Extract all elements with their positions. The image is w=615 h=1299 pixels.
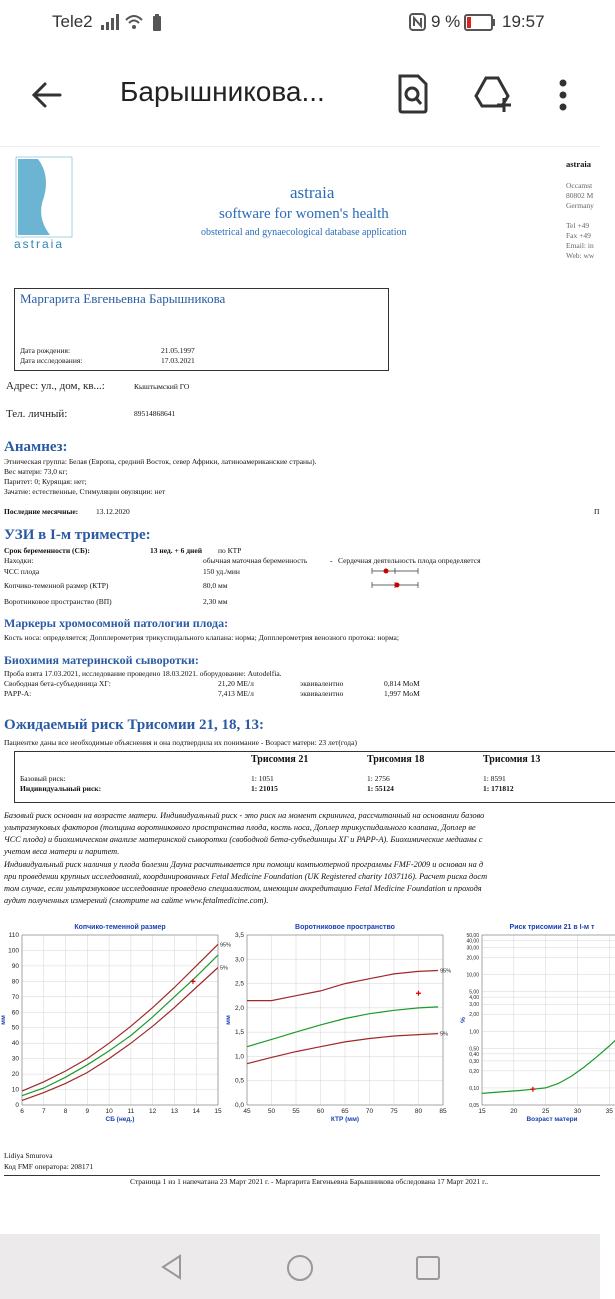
ga-method: по КТР: [218, 546, 242, 555]
dob-value: 21.05.1997: [161, 346, 195, 355]
clock: 19:57: [502, 12, 545, 31]
y-tick-label: 80: [11, 978, 19, 986]
y-tick-label: 2,00: [469, 1012, 479, 1019]
y-tick-label: 90: [11, 962, 19, 970]
pappa-equivalent: эквивалентно: [300, 689, 344, 698]
note-line-6: при проведении крупных исследований, координированных Fetal Medicine Foundation (UK Registered charity 1037116). Расчет риска дост: [4, 872, 488, 881]
anamnesis-line-3: Паритет: 0; Курящая: нет;: [4, 477, 87, 486]
fhr-label: ЧСС плода: [4, 567, 40, 576]
plot-frame: [22, 935, 218, 1105]
series-line-risk: [482, 1034, 615, 1094]
anamnesis-line-1: Этническая группа: Белая (Европа, средний Восток, север Африки, латиноамериканские страны).: [4, 457, 317, 466]
y-tick-label: 2,5: [234, 980, 244, 988]
company-name: astraia: [566, 159, 592, 169]
x-tick-label: 35: [605, 1108, 613, 1115]
plot-frame: [482, 935, 615, 1105]
p95-label: 95%: [220, 942, 232, 949]
add-to-drive-icon[interactable]: [474, 74, 514, 114]
patient-point: [416, 991, 421, 996]
y-tick-label: 0,40: [469, 1051, 479, 1058]
patient-point: [530, 1087, 535, 1092]
company-email: Email: in: [566, 241, 594, 250]
series-line-95pct: [22, 944, 218, 1091]
p5-label: 5%: [440, 1031, 449, 1038]
note-line-5: Индивидуальный риск наличия у плода болезни Дауна расчитывается при помощи компьютерной программы FMF-2009 и основан на д: [4, 860, 484, 869]
y-tick-label: 10: [11, 1086, 19, 1094]
y-tick-label: 0,20: [469, 1068, 479, 1075]
x-tick-label: 75: [390, 1108, 398, 1115]
p95-label: 95%: [440, 968, 452, 975]
series-line-median: [247, 1007, 438, 1047]
findings-dash: -: [330, 556, 333, 565]
y-tick-label: 30,00: [466, 945, 479, 952]
x-tick-label: 11: [127, 1108, 135, 1115]
y-tick-label: 0: [15, 1102, 19, 1109]
signal-icon: [100, 13, 122, 31]
x-axis-label: СБ (нед.): [105, 1116, 135, 1123]
x-tick-label: 10: [105, 1108, 113, 1115]
hcg-equivalent: эквивалентно: [300, 679, 344, 688]
base-risk-t21: 1: 1051: [251, 774, 274, 783]
company-address-3: Germany: [566, 201, 594, 210]
x-tick-label: 12: [149, 1108, 157, 1115]
nt-value: 2,30 мм: [203, 597, 228, 606]
ind-risk-t18: 1: 55124: [367, 784, 394, 793]
heart-activity: Сердечная деятельность плода определяется: [338, 556, 481, 565]
base-risk-t18: 1: 2756: [367, 774, 390, 783]
brand-name: astraia: [290, 183, 335, 202]
y-tick-label: 2,0: [234, 1004, 244, 1012]
y-tick-label: 5,00: [469, 989, 479, 996]
astraia-logo-icon: [16, 157, 72, 237]
series-line-95pct: [247, 971, 438, 1001]
x-tick-label: 8: [63, 1108, 68, 1115]
footer-divider: [4, 1175, 600, 1176]
y-tick-label: 3,0: [234, 956, 244, 964]
patient-name: Маргарита Евгеньевна Барышникова: [20, 291, 226, 306]
y-axis-label: мм: [0, 1015, 7, 1025]
nav-recents-icon[interactable]: [415, 1255, 441, 1281]
risk-consent: Пациентке даны все необходимые объяснения и она подтвердила их понимание - Возраст матери: 23 лет(года): [4, 738, 357, 747]
y-tick-label: 1,0: [234, 1053, 244, 1061]
risk-col-t21: Трисомия 21: [251, 754, 309, 765]
pappa-label: PAPP-A:: [4, 689, 32, 698]
base-risk-label: Базовый риск:: [20, 774, 66, 783]
x-tick-label: 25: [542, 1108, 550, 1115]
y-axis-label: мм: [225, 1015, 232, 1025]
y-tick-label: 20,00: [466, 955, 479, 962]
x-axis-label: КТР (мм): [330, 1116, 360, 1123]
x-tick-label: 15: [478, 1108, 486, 1115]
company-fax: Fax +49: [566, 231, 591, 240]
company-address-2: 80802 M: [566, 191, 594, 200]
patient-point: [190, 979, 195, 984]
x-tick-label: 14: [192, 1108, 200, 1115]
y-tick-label: 3,00: [469, 1002, 479, 1009]
y-tick-label: 4,00: [469, 995, 479, 1002]
brand-subtitle: obstetrical and gynaecological database application: [201, 227, 407, 238]
y-tick-label: 10,00: [466, 972, 479, 979]
y-tick-label: 60: [11, 1009, 19, 1017]
x-axis-label: Возраст матери: [526, 1116, 578, 1123]
x-tick-label: 65: [341, 1108, 349, 1115]
ga-label: Срок беременности (СБ):: [4, 546, 90, 555]
x-tick-label: 30: [573, 1108, 582, 1115]
ind-risk-label: Индивидуальный риск:: [20, 784, 102, 793]
biochem-line: Проба взята 17.03.2021, исследование проведено 18.03.2021. оборудование: Autodelfia.: [4, 669, 282, 678]
lmp-label: Последние месячные:: [4, 507, 79, 516]
page-footer: Страница 1 из 1 напечатана 23 Март 2021 г. - Маргарита Евгеньевна Барышникова обследована 17 Март 2021 г..: [130, 1177, 489, 1186]
x-tick-label: 9: [85, 1108, 90, 1115]
findings-value: обычная маточная беременность: [203, 556, 308, 565]
battery-icon: [464, 14, 496, 32]
y-tick-label: 1,00: [469, 1029, 479, 1036]
company-web: Web: ww: [566, 251, 595, 260]
ind-risk-t21: 1: 21015: [251, 784, 278, 793]
address-label: Адрес: ул., дом, кв...:: [6, 380, 105, 392]
note-line-8: аудит полученных измерений (смотрите на сайте www.fetalmedicine.com).: [4, 896, 269, 905]
y-tick-label: 0,5: [234, 1077, 244, 1085]
note-line-1: Базовый риск основан на возрасте матери. Индивидуальный риск - это риск на момент скрининга, рассчитанный на основании базово: [4, 811, 485, 820]
risk-table: [14, 751, 615, 803]
series-line-median: [22, 955, 218, 1096]
chart-title: Воротниковое пространство: [295, 924, 395, 931]
y-tick-label: 40: [11, 1040, 19, 1048]
back-arrow-icon[interactable]: [30, 80, 64, 110]
risk-col-t18: Трисомия 18: [367, 754, 425, 765]
document-title: Барышникова...: [120, 76, 325, 107]
nfc-icon: [409, 13, 427, 31]
markers-heading: Маркеры хромосомной патологии плода:: [4, 616, 229, 630]
company-tel: Tel +49: [566, 221, 590, 230]
findings-label: Находки:: [4, 556, 34, 565]
status-bar: [0, 0, 600, 46]
x-tick-label: 6: [20, 1108, 24, 1115]
y-tick-label: 1,5: [234, 1029, 244, 1037]
anamnesis-heading: Анамнез:: [4, 439, 68, 455]
biochem-heading: Биохимия материнской сыворотки:: [4, 653, 199, 667]
y-tick-label: 30: [11, 1055, 19, 1063]
chart-title: Копчико-теменной размер: [74, 924, 166, 931]
x-tick-label: 60: [316, 1108, 325, 1115]
y-tick-label: 70: [11, 993, 19, 1001]
x-tick-label: 13: [170, 1108, 179, 1115]
phone-label: Тел. личный:: [6, 408, 68, 420]
note-line-2: ультразвуковых факторов (толщина воротникового пространства плода, кость носа, Доплер трикуспидального клапана, Доплер ве: [4, 823, 476, 832]
crl-value: 80,0 мм: [203, 581, 228, 590]
nt-label: Воротниковое пространство (ВП): [4, 597, 112, 606]
y-tick-label: 0,05: [469, 1103, 479, 1109]
x-tick-label: 20: [510, 1108, 518, 1115]
battery-percent: 9 %: [431, 12, 461, 31]
y-tick-label: 0,0: [234, 1102, 244, 1109]
battery-saver-icon: [152, 14, 162, 32]
exam-date-value: 17.03.2021: [161, 356, 195, 365]
x-tick-label: 80: [414, 1108, 423, 1115]
ga-value: 13 нед. + 6 дней: [150, 546, 203, 555]
note-line-4: учетом веса матери и паритет.: [4, 847, 120, 856]
anamnesis-line-2: Вес матери: 73,0 кг;: [4, 467, 68, 476]
pdf-document: [0, 146, 613, 1217]
pappa-mom: 1,997 MoM: [384, 689, 420, 698]
nav-home-icon[interactable]: [286, 1254, 314, 1282]
y-tick-label: 50: [11, 1024, 19, 1032]
carrier-label: Tele2: [52, 12, 93, 31]
range-indicators: [370, 565, 420, 595]
pappa-value: 7,413 МЕ/л: [218, 689, 254, 698]
p5-label: 5%: [220, 965, 228, 972]
fhr-value: 150 уд./мин: [203, 567, 240, 576]
y-tick-label: 20: [11, 1071, 19, 1079]
x-tick-label: 50: [267, 1108, 276, 1115]
fhr-range-bar: [372, 568, 418, 574]
anamnesis-line-4: Зачатие: естественные, Стимуляции овуляции: нет: [4, 487, 166, 496]
logo-text: astraia: [14, 237, 65, 251]
y-tick-label: 100: [8, 947, 19, 955]
patient-box: [14, 288, 389, 371]
crl-range-bar: [372, 582, 418, 588]
chart-1: [0, 923, 231, 1123]
chart-title: Риск трисомии 21 в I-м т: [509, 924, 595, 931]
dob-label: Дата рождения:: [20, 346, 71, 355]
risk-col-t13: Трисомия 13: [483, 754, 541, 765]
exam-date-label: Дата исследования:: [20, 356, 83, 365]
brand-tagline: software for women's health: [219, 206, 389, 222]
operator-name: Lidiya Smurova: [4, 1151, 53, 1160]
y-axis-label: %: [460, 1017, 467, 1023]
ind-risk-t13: 1: 171812: [483, 784, 514, 793]
chart-2: [225, 924, 451, 1123]
operator-code: Код FMF оператора: 208171: [4, 1162, 94, 1171]
markers-line: Кость носа: определяется; Допплерометрия трикуспидального клапана: норма; Допплерометрия венозного протока: норма;: [4, 633, 399, 642]
more-options-icon[interactable]: [556, 78, 570, 112]
app-bar: [0, 46, 600, 146]
lmp-value: 13.12.2020: [96, 507, 130, 516]
y-tick-label: 3,5: [234, 932, 244, 939]
x-tick-label: 7: [41, 1108, 46, 1115]
x-tick-label: 70: [365, 1108, 374, 1115]
chart-3: [460, 924, 615, 1123]
address-value: Кыштымский ГО: [134, 382, 190, 391]
base-risk-t13: 1: 8591: [483, 774, 506, 783]
crl-label: Копчико-теменной размер (КТР): [4, 581, 109, 590]
y-tick-label: 0,50: [469, 1046, 479, 1053]
y-tick-label: 110: [8, 932, 19, 939]
x-tick-label: 55: [292, 1108, 300, 1115]
hcg-value: 21,20 МЕ/л: [218, 679, 254, 688]
wifi-icon: [124, 13, 144, 31]
charts-area: [0, 915, 613, 1145]
note-line-3: ЧСС плода) и биохимическом анализе материнской сыворотки (свободной бета-субъединицы ХГ и PAPP-A). Биохимические медианы с: [4, 835, 483, 844]
company-address-1: Occamst: [566, 181, 593, 190]
y-tick-label: 40,00: [466, 938, 479, 945]
nav-back-icon[interactable]: [160, 1254, 184, 1280]
risk-heading: Ожидаемый риск Трисомии 21, 18, 13:: [4, 717, 265, 733]
search-document-icon[interactable]: [396, 74, 430, 114]
ultrasound-heading: УЗИ в I-м триместре:: [4, 527, 151, 543]
hcg-mom: 0,814 MoM: [384, 679, 420, 688]
y-tick-label: 50,00: [466, 933, 479, 939]
hcg-label: Свободная бета-субъединица ХГ:: [4, 679, 111, 688]
lmp-right-cut: П: [594, 507, 600, 516]
phone-value: 89514868641: [134, 409, 176, 418]
navigation-bar: [0, 1234, 600, 1299]
x-tick-label: 15: [214, 1108, 222, 1115]
x-tick-label: 45: [243, 1108, 251, 1115]
y-tick-label: 0,10: [469, 1085, 479, 1092]
y-tick-label: 0,30: [469, 1058, 479, 1065]
x-tick-label: 85: [439, 1108, 447, 1115]
note-line-7: том случае, если ультразвуковое исследование проведено специалистом, имеющим аккредитацию Fetal Medicine Foundation и проходя: [4, 884, 482, 893]
